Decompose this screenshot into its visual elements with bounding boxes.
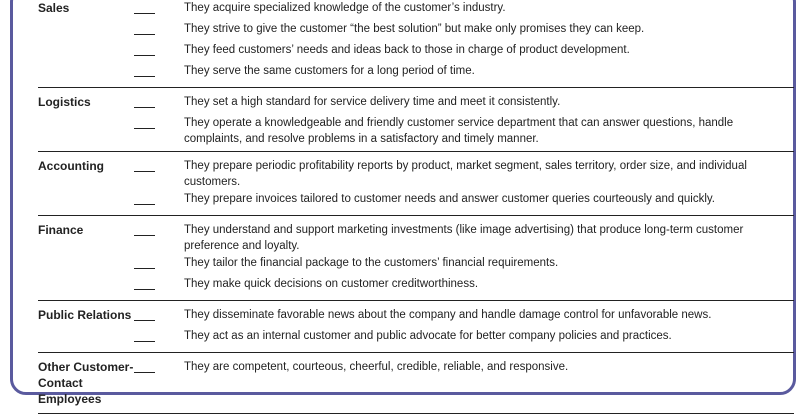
statement-text: They act as an internal customer and public advocate for better company policies and practices. — [184, 330, 672, 342]
table-row — [38, 158, 794, 190]
department-label: Other Customer-Contact Employees — [38, 360, 134, 406]
statement-text: They prepare periodic profitability reports by product, market segment, sales territory, order size, and individual customers. — [184, 160, 747, 188]
statement-text: They prepare invoices tailored to customer needs and answer customer queries courteously and quickly. — [184, 193, 715, 205]
rating-blank[interactable] — [134, 341, 155, 342]
statement-text: They operate a knowledgeable and friendly customer service department that can answer questions, handle complaints, and resolve problems in a satisfactory and timely manner. — [184, 117, 734, 145]
statement-text: They serve the same customers for a long period of time. — [184, 65, 475, 77]
table-row — [38, 42, 794, 62]
department-label: Finance — [38, 223, 84, 237]
statement-text: They set a high standard for service delivery time and meet it consistently. — [184, 96, 561, 108]
statement-text: They make quick decisions on customer creditworthiness. — [184, 278, 479, 290]
rating-blank[interactable] — [134, 372, 155, 373]
department-group-accounting — [38, 158, 794, 216]
table-row — [38, 0, 794, 20]
rating-blank[interactable] — [134, 128, 155, 129]
statement-text: They understand and support marketing investments (like image advertising) that produce long-term customer preference and loyalty. — [184, 224, 744, 252]
table-row — [38, 255, 794, 275]
rating-blank[interactable] — [134, 107, 155, 108]
rating-blank[interactable] — [134, 171, 155, 172]
department-group-sales — [38, 0, 794, 88]
rating-blank[interactable] — [134, 320, 155, 321]
statement-text: They feed customers’ needs and ideas back to those in charge of product development. — [184, 44, 630, 56]
statement-text: They strive to give the customer “the best solution” but make only promises they can keep. — [184, 23, 645, 35]
table-row — [38, 276, 794, 296]
rating-blank[interactable] — [134, 13, 155, 14]
department-label: Logistics — [38, 95, 91, 109]
statement-text: They are competent, courteous, cheerful, credible, reliable, and responsive. — [184, 361, 569, 373]
statement-text: They acquire specialized knowledge of the customer’s industry. — [184, 2, 506, 14]
rating-blank[interactable] — [134, 204, 155, 205]
table-row — [38, 94, 794, 114]
table-row — [38, 328, 794, 348]
rating-blank[interactable] — [134, 235, 155, 236]
department-group-finance — [38, 222, 794, 301]
rating-blank[interactable] — [134, 76, 155, 77]
department-group-logistics — [38, 94, 794, 152]
rating-blank[interactable] — [134, 268, 155, 269]
table-row — [38, 359, 794, 409]
table-row — [38, 191, 794, 211]
table-row — [38, 115, 794, 147]
table-row — [38, 63, 794, 83]
rating-blank[interactable] — [134, 34, 155, 35]
rating-blank[interactable] — [134, 55, 155, 56]
department-label: Public Relations — [38, 308, 132, 322]
department-checklist-table — [38, 0, 794, 420]
table-row — [38, 222, 794, 254]
department-label: Sales — [38, 1, 70, 15]
table-row — [38, 307, 794, 327]
department-group-public-relations — [38, 307, 794, 353]
rating-blank[interactable] — [134, 289, 155, 290]
department-label: Accounting — [38, 159, 104, 173]
table-row — [38, 21, 794, 41]
statement-text: They disseminate favorable news about the company and handle damage control for unfavorable news. — [184, 309, 712, 321]
statement-text: They tailor the financial package to the customers’ financial requirements. — [184, 257, 559, 269]
